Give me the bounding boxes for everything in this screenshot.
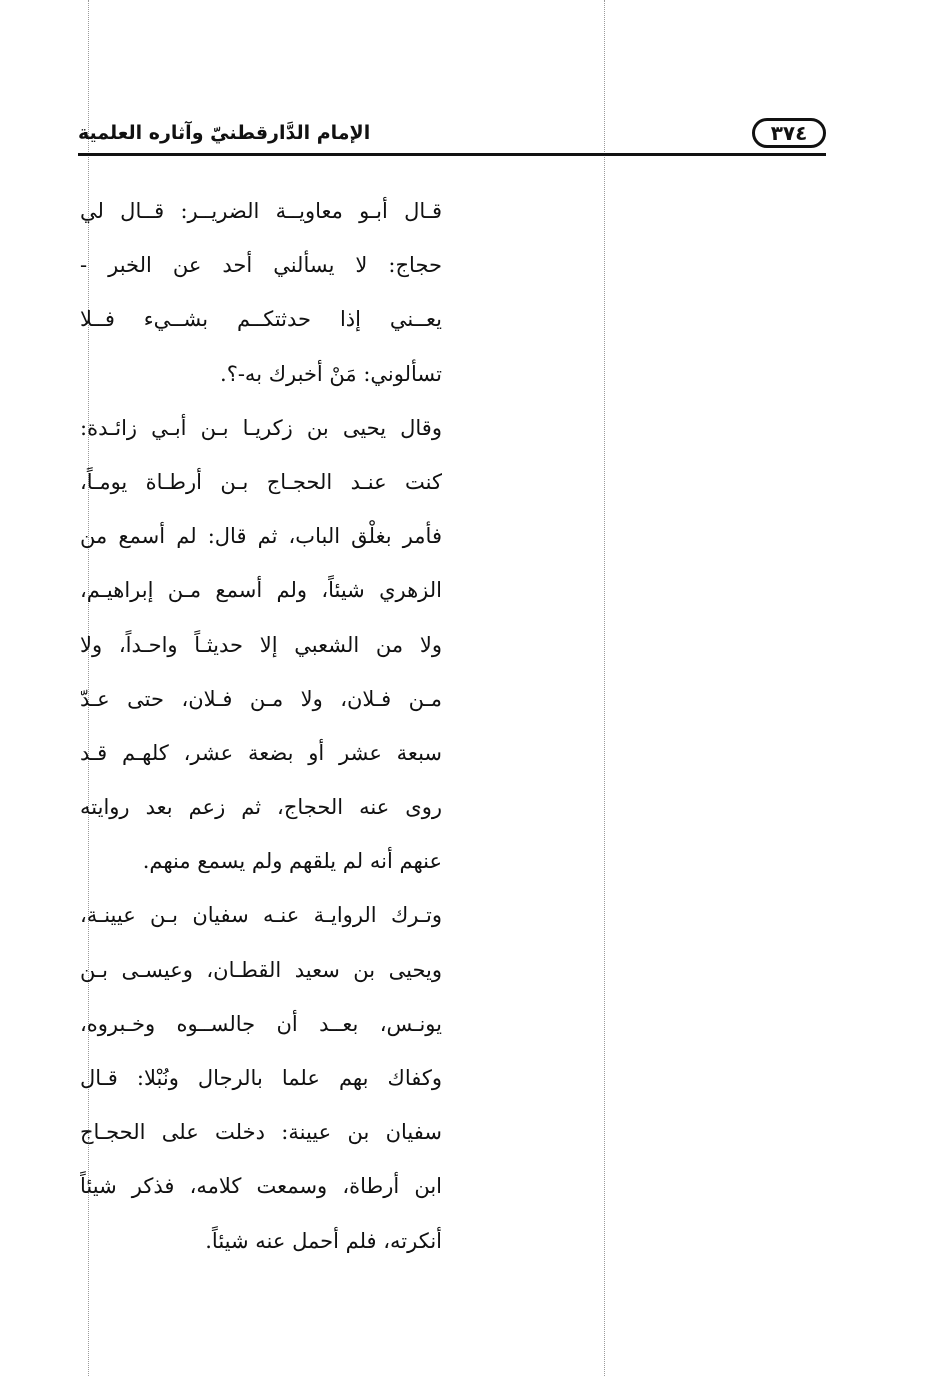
text-line: روى عنه الحجاج، ثم زعم بعد روايته	[80, 795, 442, 820]
text-line: يونـس، بعــد أن جالســوه وخـبروه،	[80, 1011, 442, 1036]
text-line: تسألوني: مَنْ أخبرك به-؟.	[220, 361, 442, 386]
text-line: عنهم أنه لم يلقهم ولم يسمع منهم.	[142, 849, 442, 874]
text-line: ويحيى بن سعيد القطـان، وعيسـى بـن	[80, 957, 442, 982]
text-line: كنت عنـد الحجـاج بـن أرطـاة يومـاً،	[80, 469, 442, 494]
text-line: وقال يحيى بن زكريـا بـن أبـي زائـدة:	[80, 415, 442, 440]
body-text	[80, 184, 442, 1268]
text-line: حجاج: لا يسألني أحد عن الخبر -	[80, 253, 442, 278]
text-line: يعــني إذا حدثتكــم بشــيء فــلا	[80, 307, 442, 332]
running-title: الإمام الدَّارقطنيّ وآثاره العلمية	[78, 122, 371, 144]
text-line: ولا من الشعبي إلا حديثـاً واحـداً، ولا	[80, 632, 442, 657]
text-line: ابن أرطاة، وسمعت كلامه، فذكر شيئاً	[80, 1174, 442, 1199]
text-line: فأمر بغلْق الباب، ثم قال: لم أسمع من	[80, 524, 442, 549]
text-line: الزهري شيئاً، ولم أسمع مـن إبراهيـم،	[80, 578, 442, 603]
text-line: مـن فـلان، ولا مـن فـلان، حتى عـدّ	[80, 686, 442, 711]
text-line: سبعة عشر أو بضعة عشر، كلهـم قـد	[80, 740, 442, 765]
scan-margin-line-right	[604, 0, 605, 1376]
text-line: سفيان بن عيينة: دخلت على الحجـاج	[80, 1120, 442, 1145]
text-line: وكفاك بهم علما بالرجال ونُبْلا: قـال	[80, 1066, 442, 1090]
text-line: أنكرته، فلم أحمل عنه شيئاً.	[205, 1228, 442, 1253]
header-rule	[78, 153, 826, 156]
text-line: وتـرك الروايـة عنـه سفيان بـن عيينـة،	[80, 903, 442, 928]
text-line: قـال أبـو معاويــة الضريــر: قــال لي	[80, 199, 442, 223]
page-header	[78, 112, 826, 158]
page-number: ٣٧٤	[752, 118, 826, 148]
